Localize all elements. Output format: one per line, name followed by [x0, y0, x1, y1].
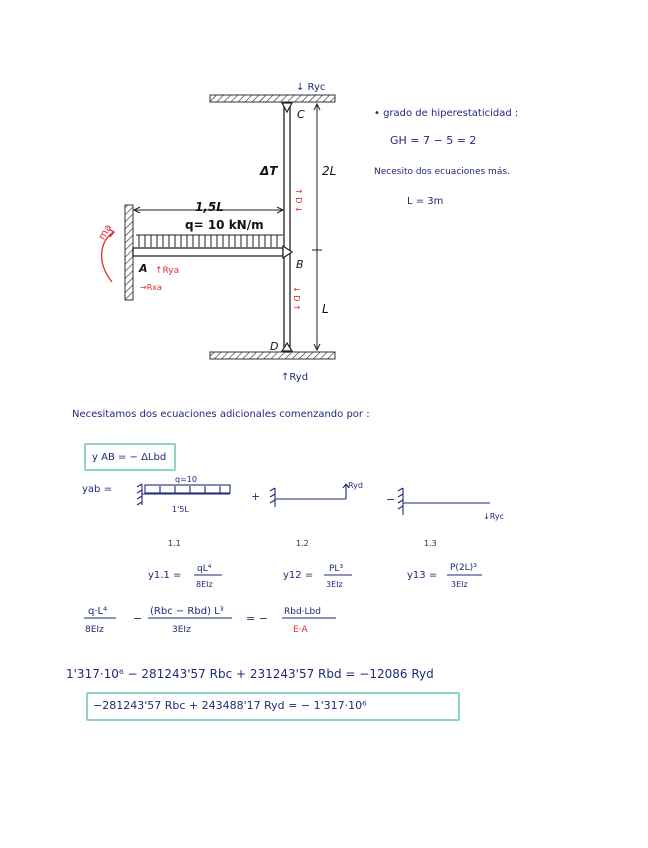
- beam-ab: [133, 248, 283, 256]
- plus-sign: +: [251, 490, 261, 503]
- caption-1-1: 1.1: [168, 539, 181, 548]
- case-1-2-ryd: Ryd: [348, 481, 363, 490]
- boxed-eq-1: y AB = − ΔLbd: [92, 452, 167, 463]
- case-1-2: [270, 484, 349, 507]
- case-1-1: [137, 484, 230, 505]
- y13-label: y13 =: [407, 570, 438, 581]
- y12-label: y12 =: [283, 570, 314, 581]
- label-rya: ↑Rya: [155, 266, 180, 276]
- minus-sign: −: [386, 493, 396, 506]
- arrow-lower: ↓ D ↑: [292, 286, 301, 311]
- y11-num: qL⁴: [197, 564, 212, 574]
- caption-1-3: 1.3: [424, 539, 437, 548]
- y11-label: y1.1 =: [148, 570, 182, 581]
- label-rxa: →Rxa: [140, 283, 162, 292]
- arrow-upper: ↑ D ↓: [294, 188, 303, 213]
- f3-den: E·A: [293, 625, 308, 635]
- note-grado: • grado de hiperestaticidad :: [374, 108, 519, 119]
- eq-sign: = −: [246, 612, 268, 625]
- case-1-1-q: q=10: [175, 475, 197, 484]
- label-a: A: [139, 262, 148, 275]
- label-1-5l: 1,5L: [195, 200, 224, 214]
- f3-num: Rbd·Lbd: [284, 607, 321, 617]
- y13-num: P(2L)³: [450, 563, 477, 573]
- label-c: C: [297, 108, 305, 121]
- y13-den: 3EIz: [451, 580, 468, 589]
- f2-den: 3EIz: [172, 625, 191, 635]
- f1-den: 8EIz: [85, 625, 104, 635]
- minus-2: −: [133, 612, 143, 625]
- f2-num: (Rbc − Rbd) L³: [150, 606, 224, 617]
- note-necesito: Necesito dos ecuaciones más.: [374, 167, 510, 177]
- intro-line: Necesitamos dos ecuaciones adicionales comenzando por :: [72, 409, 370, 420]
- y12-num: PL³: [329, 564, 344, 574]
- y12-den: 3EIz: [326, 580, 343, 589]
- yab-label: yab =: [82, 484, 112, 495]
- label-b: B: [296, 258, 304, 271]
- label-d: D: [270, 340, 279, 353]
- case-1-3: [398, 488, 490, 515]
- case-1-3-ryc: ↓Ryc: [483, 512, 504, 521]
- column: [284, 104, 290, 352]
- bottom-support: [210, 352, 335, 359]
- label-2l: 2L: [322, 164, 337, 178]
- box-eq-1: [84, 443, 176, 471]
- label-delta-t: ΔT: [260, 164, 278, 178]
- label-l: L: [322, 302, 329, 316]
- f1-num: q·L⁴: [88, 606, 108, 617]
- box-eq-2: [86, 692, 460, 721]
- note-gh: GH = 7 − 5 = 2: [390, 134, 477, 147]
- numeric-line: 1'317·10⁶ − 281243'57 Rbc + 231243'57 Rbd = −12086 Ryd: [66, 667, 434, 681]
- note-lvalue: L = 3m: [407, 196, 444, 207]
- label-ryd: ↑Ryd: [281, 372, 309, 383]
- case-1-1-len: 1'5L: [172, 505, 189, 514]
- left-wall: [125, 205, 133, 300]
- top-support: [210, 95, 335, 102]
- y11-den: 8EIz: [196, 580, 213, 589]
- label-ryc: ↓ Ryc: [296, 82, 326, 93]
- caption-1-2: 1.2: [296, 539, 309, 548]
- distributed-load: [136, 235, 283, 247]
- boxed-eq-2: −281243'57 Rbc + 243488'17 Ryd = − 1'317·10⁶: [93, 699, 367, 712]
- label-ma: ma: [96, 222, 115, 242]
- dim-vertical: [312, 104, 322, 350]
- label-q: q= 10 kN/m: [185, 218, 264, 232]
